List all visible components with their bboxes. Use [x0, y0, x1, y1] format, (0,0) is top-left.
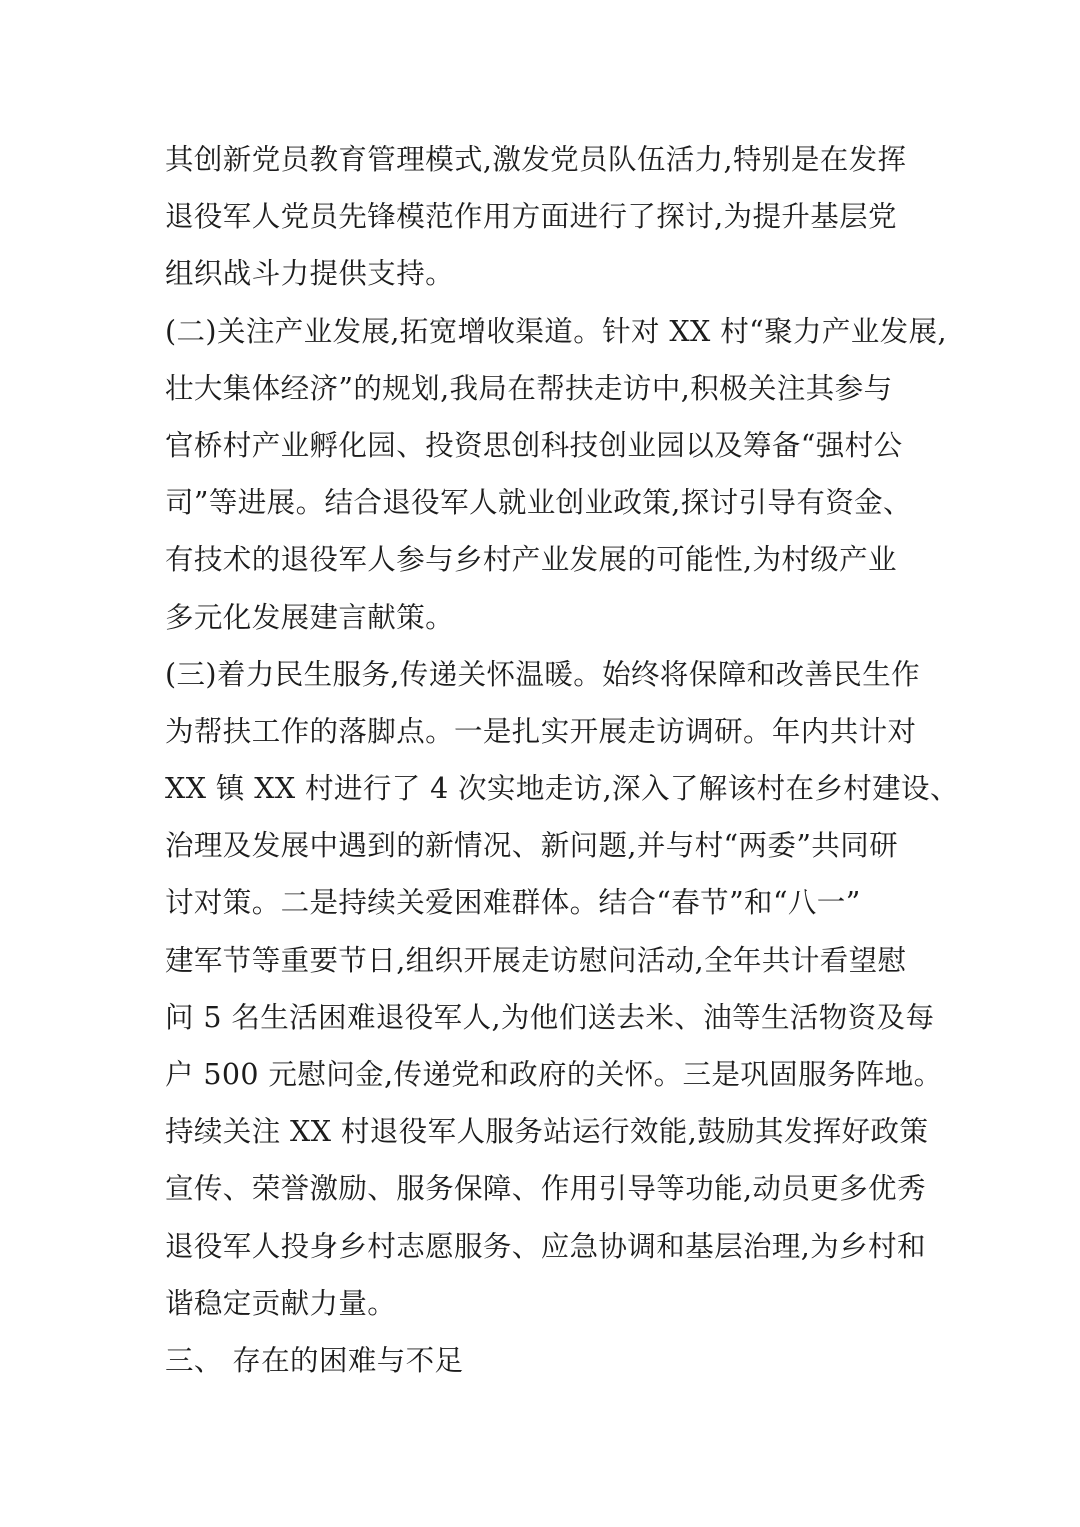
text-line: 持续关注 XX 村退役军人服务站运行效能,鼓励其发挥好政策 — [165, 1115, 929, 1149]
text-line: 其创新党员教育管理模式,激发党员队伍活力,特别是在发挥 — [165, 143, 907, 176]
text-line: (三)着力民生服务,传递关怀温暖。始终将保障和改善民生作 — [165, 657, 920, 691]
text-line: 讨对策。二是持续关爱困难群体。结合“春节”和“八一” — [165, 886, 861, 920]
text-line: 退役军人党员先锋模范作用方面进行了探讨,为提升基层党 — [165, 200, 897, 234]
text-line: 宣传、荣誉激励、服务保障、作用引导等功能,动员更多优秀 — [165, 1172, 926, 1206]
text-line: 问 5 名生活困难退役军人,为他们送去米、油等生活物资及每 — [165, 1000, 935, 1034]
text-line: 司”等进展。结合退役军人就业创业政策,探讨引导有资金、 — [165, 486, 912, 520]
text-line: 户 500 元慰问金,传递党和政府的关怀。三是巩固服务阵地。 — [165, 1058, 943, 1091]
text-line: 壮大集体经济”的规划,我局在帮扶走访中,积极关注其参与 — [165, 371, 893, 405]
text-line: 多元化发展建言献策。 — [165, 600, 455, 634]
text-line: 治理及发展中遇到的新情况、新问题,并与村“两委”共同研 — [165, 829, 899, 863]
text-line: 为帮扶工作的落脚点。一是扎实开展走访调研。年内共计对 — [165, 714, 917, 748]
document-body — [165, 131, 959, 1389]
section-heading: 三、 存在的困难与不足 — [165, 1343, 464, 1377]
text-line: 建军节等重要节日,组织开展走访慰问活动,全年共计看望慰 — [165, 943, 907, 977]
text-line: 有技术的退役军人参与乡村产业发展的可能性,为村级产业 — [165, 543, 897, 577]
text-line: 组织战斗力提供支持。 — [165, 257, 455, 291]
text-line: 谐稳定贡献力量。 — [165, 1286, 397, 1320]
text-line: XX 镇 XX 村进行了 4 次实地走访,深入了解该村在乡村建设、 — [165, 772, 959, 806]
text-line: (二)关注产业发展,拓宽增收渠道。针对 XX 村“聚力产业发展, — [165, 314, 947, 348]
text-line: 官桥村产业孵化园、投资思创科技创业园以及筹备“强村公 — [165, 428, 903, 462]
text-line: 退役军人投身乡村志愿服务、应急协调和基层治理,为乡村和 — [165, 1229, 926, 1263]
